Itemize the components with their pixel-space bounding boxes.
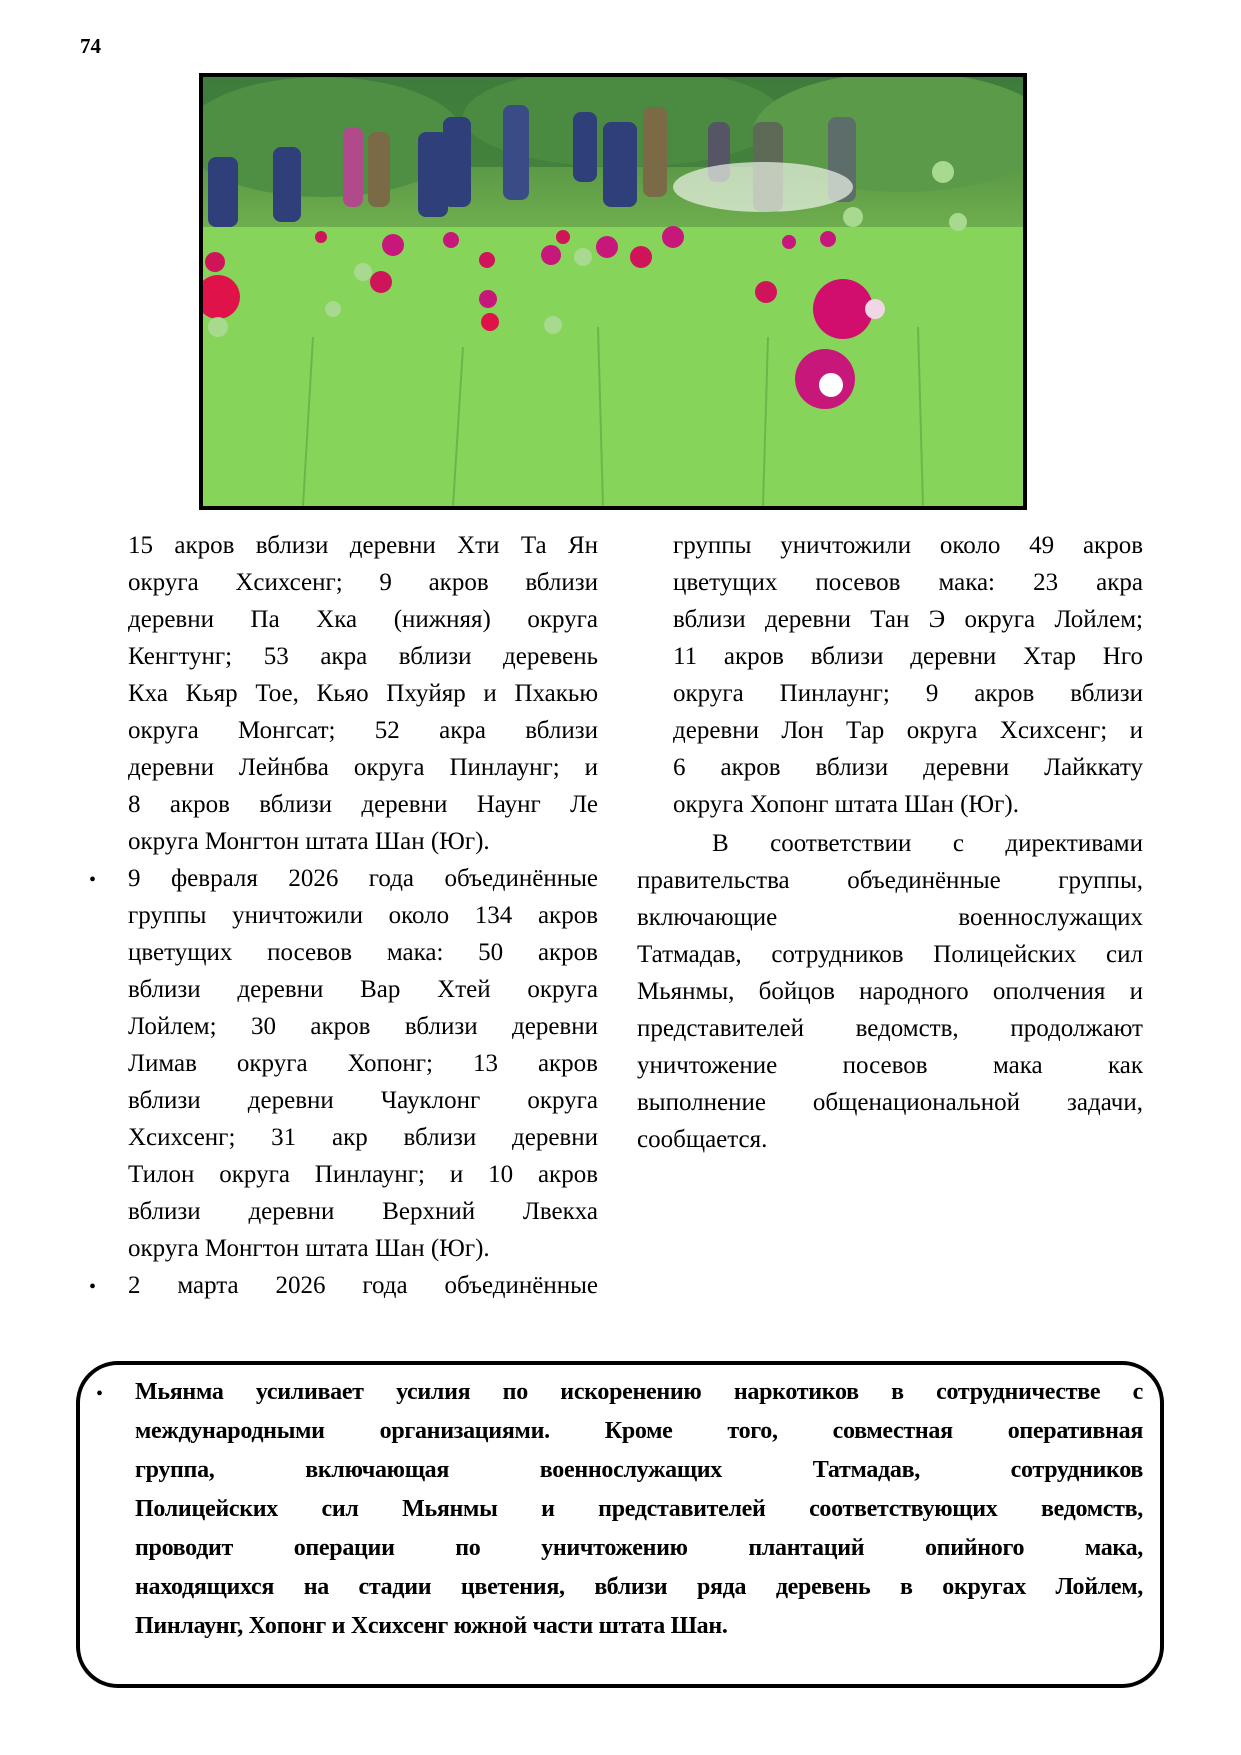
text-line: представителей ведомств, продолжают — [637, 1015, 1143, 1042]
text-line: Лимав округа Хопонг; 13 акров — [128, 1050, 598, 1077]
text-line: Кенгтунг; 53 акра вблизи деревень — [128, 643, 598, 670]
callout-line: Полицейских сил Мьянмы и представителей соответствующих ведомств, — [135, 1496, 1143, 1522]
text-line: вблизи деревни Вар Хтей округа — [128, 976, 598, 1003]
page-number: 74 — [80, 34, 101, 58]
text-line: группы уничтожили около 49 акров — [673, 532, 1143, 559]
text-line: 11 акров вблизи деревни Хтар Нго — [673, 643, 1143, 670]
text-line: сообщается. — [637, 1126, 768, 1153]
paragraph-first-line: В соответствии с директивами — [712, 830, 1143, 857]
list-bullet: • — [89, 1276, 97, 1298]
text-line: деревни Лон Тар округа Хсихсенг; и — [673, 717, 1143, 744]
text-line: Лойлем; 30 акров вблизи деревни — [128, 1013, 598, 1040]
text-line: группы уничтожили около 134 акров — [128, 902, 598, 929]
callout-line: Мьянма усиливает усилия по искоренению наркотиков в сотрудничестве с — [135, 1379, 1143, 1405]
callout-line: проводит операции по уничтожению плантаций опийного мака, — [135, 1535, 1143, 1561]
list-bullet: • — [89, 869, 97, 891]
text-line: Татмадав, сотрудников Полицейских сил — [637, 941, 1143, 968]
list-bullet: • — [96, 1383, 104, 1405]
text-line: Кха Кьяр Тое, Кьяо Пхуйяр и Пхакью — [128, 680, 598, 707]
callout-line: группа, включающая военнослужащих Татмадав, сотрудников — [135, 1457, 1143, 1483]
text-line: Хсихсенг; 31 акр вблизи деревни — [128, 1124, 598, 1151]
worker — [503, 105, 529, 200]
text-line: округа Хсихсенг; 9 акров вблизи — [128, 569, 598, 596]
worker — [443, 117, 471, 207]
callout-line: Пинлаунг, Хопонг и Хсихсенг южной части штата Шан. — [135, 1613, 728, 1639]
poppy-field-photo — [199, 73, 1027, 510]
text-line: деревни Па Хка (нижняя) округа — [128, 606, 598, 633]
text-line: 2 марта 2026 года объединённые — [128, 1272, 598, 1299]
text-line: округа Монгтон штата Шан (Юг). — [128, 1235, 490, 1262]
text-line: уничтожение посевов мака как — [637, 1052, 1143, 1079]
callout-line: международными организациями. Кроме того, совместная оперативная — [135, 1418, 1143, 1444]
worker — [643, 107, 667, 197]
text-line: вблизи деревни Верхний Лвекха — [128, 1198, 598, 1225]
text-line: округа Хопонг штата Шан (Юг). — [673, 791, 1019, 818]
worker — [573, 112, 597, 182]
worker — [603, 122, 637, 207]
text-line: 6 акров вблизи деревни Лайккату — [673, 754, 1143, 781]
text-line: деревни Лейнбва округа Пинлаунг; и — [128, 754, 598, 781]
worker — [273, 147, 301, 222]
photo-illustration — [203, 77, 1023, 506]
text-line: включающие военнослужащих — [637, 904, 1143, 931]
text-line: 15 акров вблизи деревни Хти Та Ян — [128, 532, 598, 559]
text-line: вблизи деревни Тан Э округа Лойлем; — [673, 606, 1143, 633]
worker — [368, 132, 390, 207]
mist — [673, 162, 853, 212]
text-line: выполнение общенациональной задачи, — [637, 1089, 1143, 1116]
text-line: правительства объединённые группы, — [637, 867, 1143, 894]
text-line: цветущих посевов мака: 50 акров — [128, 939, 598, 966]
callout-line: находящихся на стадии цветения, вблизи ряда деревень в округах Лойлем, — [135, 1574, 1143, 1600]
worker — [343, 127, 363, 207]
text-line: 9 февраля 2026 года объединённые — [128, 865, 598, 892]
text-line: Мьянмы, бойцов народного ополчения и — [637, 978, 1143, 1005]
text-line: 8 акров вблизи деревни Наунг Ле — [128, 791, 598, 818]
poppy-foliage — [203, 227, 1023, 506]
text-line: округа Монгсат; 52 акра вблизи — [128, 717, 598, 744]
text-line: округа Пинлаунг; 9 акров вблизи — [673, 680, 1143, 707]
text-line: вблизи деревни Чауклонг округа — [128, 1087, 598, 1114]
worker — [208, 157, 238, 227]
text-line: цветущих посевов мака: 23 акра — [673, 569, 1143, 596]
text-line: Тилон округа Пинлаунг; и 10 акров — [128, 1161, 598, 1188]
text-line: округа Монгтон штата Шан (Юг). — [128, 828, 490, 855]
